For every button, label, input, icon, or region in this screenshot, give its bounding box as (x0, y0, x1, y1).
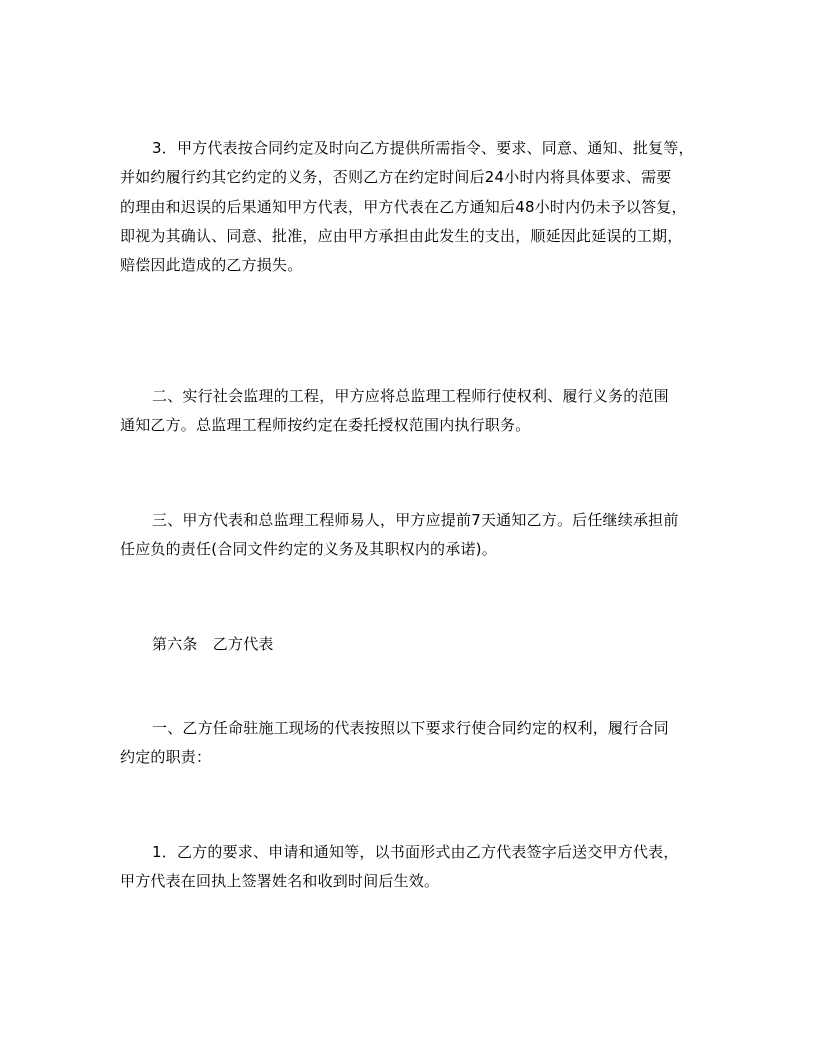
text-line: 即视为其确认、同意、批准，应由甲方承担由此发生的支出，顺延因此延误的工期， (120, 226, 683, 245)
paragraph-party-b-rep-appointment (120, 714, 696, 773)
text-line: 一、乙方任命驻施工现场的代表按照以下要求行使合同约定的权利，履行合同 (152, 719, 669, 737)
text-line: 的理由和迟误的后果通知甲方代表，甲方代表在乙方通知后48小时内仍未予以答复， (120, 197, 687, 216)
text-line: 二、实行社会监理的工程，甲方应将总监理工程师行使权利、履行义务的范围 (152, 387, 669, 405)
text-line: 约定的职责： (120, 748, 212, 767)
text-line: 通知乙方。总监理工程师按约定在委托授权范围内执行职务。 (120, 416, 531, 435)
paragraph-party-a-rep-obligations (120, 134, 696, 280)
section-heading-article-six (120, 630, 696, 659)
text-line: 第六条 乙方代表 (152, 635, 274, 653)
text-line: 三、甲方代表和总监理工程师易人，甲方应提前7天通知乙方。后任继续承担前 (152, 511, 679, 529)
text-line: 赔偿因此造成的乙方损失。 (120, 256, 303, 275)
paragraph-rep-replacement (120, 506, 696, 565)
text-line: 任应负的责任(合同文件约定的义务及其职权内的承诺)。 (120, 540, 497, 559)
text-line: 甲方代表在回执上签署姓名和收到时间后生效。 (120, 872, 440, 891)
text-line: 3．甲方代表按合同约定及时向乙方提供所需指令、要求、同意、通知、批复等， (152, 139, 694, 157)
text-line: 1．乙方的要求、申请和通知等，以书面形式由乙方代表签字后送交甲方代表， (152, 843, 679, 861)
text-line: 并如约履行约其它约定的义务，否则乙方在约定时间后24小时内将具体要求、需要 (120, 168, 672, 187)
paragraph-party-b-requests (120, 838, 696, 897)
paragraph-social-supervision (120, 382, 696, 441)
